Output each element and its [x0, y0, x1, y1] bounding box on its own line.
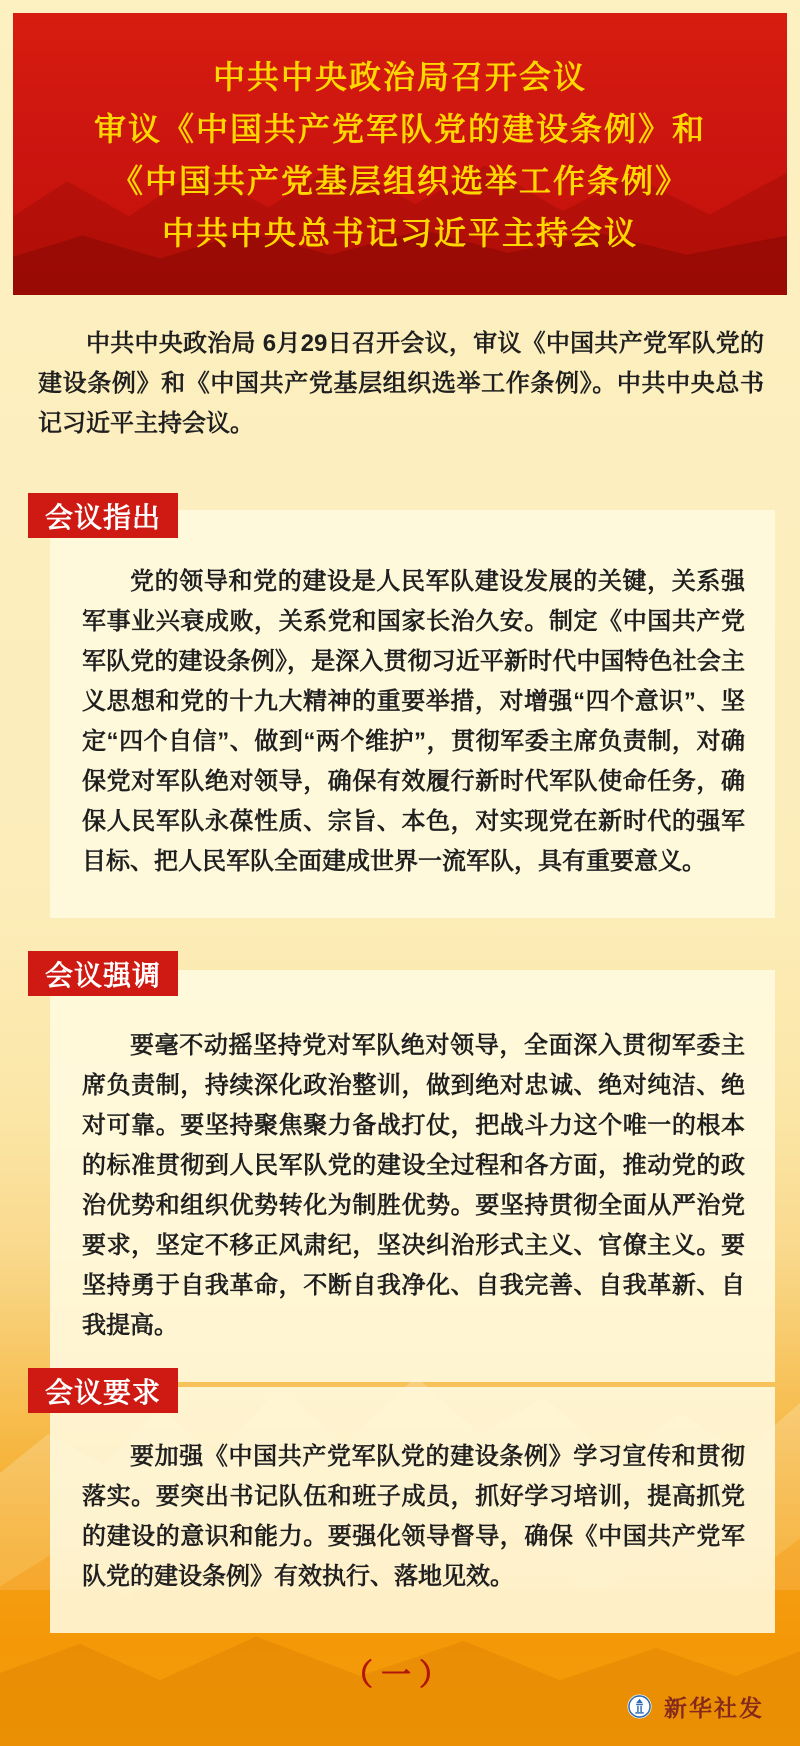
section-text: 党的领导和党的建设是人民军队建设发展的关键，关系强军事业兴衰成败，关系党和国家长治久安。制定《中国共产党军队党的建设条例》，是深入贯彻习近平新时代中国特色社会主义思想和党的十九大精神的重要举措，对增强“四个意识”、坚定“四个自信”、做到“两个维护”，贯彻军委主席负责制，对确保党对军队绝对领导，确保有效履行新时代军队使命任务，确保人民军队永葆性质、宗旨、本色，对实现党在新时代的强军目标、把人民军队全面建成世界一流军队，具有重要意义。	[82, 568, 745, 875]
intro-paragraph: 中共中央政治局 6月29日召开会议，审议《中国共产党军队党的建设条例》和《中国共产党基层组织选举工作条例》。中共中央总书记习近平主持会议。	[38, 330, 764, 437]
section-box-meeting-pointed-out	[50, 510, 775, 918]
section-box-meeting-emphasized	[50, 970, 775, 1382]
title-line-4: 中共中央总书记习近平主持会议	[161, 215, 638, 251]
title-line-1: 中共中央政治局召开会议	[212, 59, 587, 95]
section-label-meeting-pointed-out: 会议指出	[28, 493, 178, 538]
section-box-meeting-required	[50, 1387, 775, 1633]
title-line-3: 《中国共产党基层组织选举工作条例》	[110, 163, 689, 199]
section-label-meeting-emphasized: 会议强调	[28, 951, 178, 996]
xinhua-agency-logo-icon	[627, 1694, 652, 1719]
section-label-meeting-required: 会议要求	[28, 1368, 178, 1413]
credit-text: 新华社发	[664, 1695, 764, 1721]
title-line-2: 审议《中国共产党军队党的建设条例》和	[93, 111, 706, 147]
section-text: 要加强《中国共产党军队党的建设条例》学习宣传和贯彻落实。要突出书记队伍和班子成员，抓好学习培训，提高抓党的建设的意识和能力。要强化领导督导，确保《中国共产党军队党的建设条例》有效执行、落地见效。	[82, 1443, 745, 1590]
news-agency-credit	[627, 1690, 764, 1723]
title-banner	[13, 13, 787, 295]
page-title	[13, 51, 787, 259]
section-text: 要毫不动摇坚持党对军队绝对领导，全面深入贯彻军委主席负责制，持续深化政治整训，做到绝对忠诚、绝对纯洁、绝对可靠。要坚持聚焦聚力备战打仗，把战斗力这个唯一的根本的标准贯彻到人民军队党的建设全过程和各方面，推动党的政治优势和组织优势转化为制胜优势。要坚持贯彻全面从严治党要求，坚定不移正风肃纪，坚决纠治形式主义、官僚主义。要坚持勇于自我革命，不断自我净化、自我完善、自我革新、自我提高。	[82, 1032, 745, 1339]
page-number-marker: （一）	[343, 1659, 457, 1692]
